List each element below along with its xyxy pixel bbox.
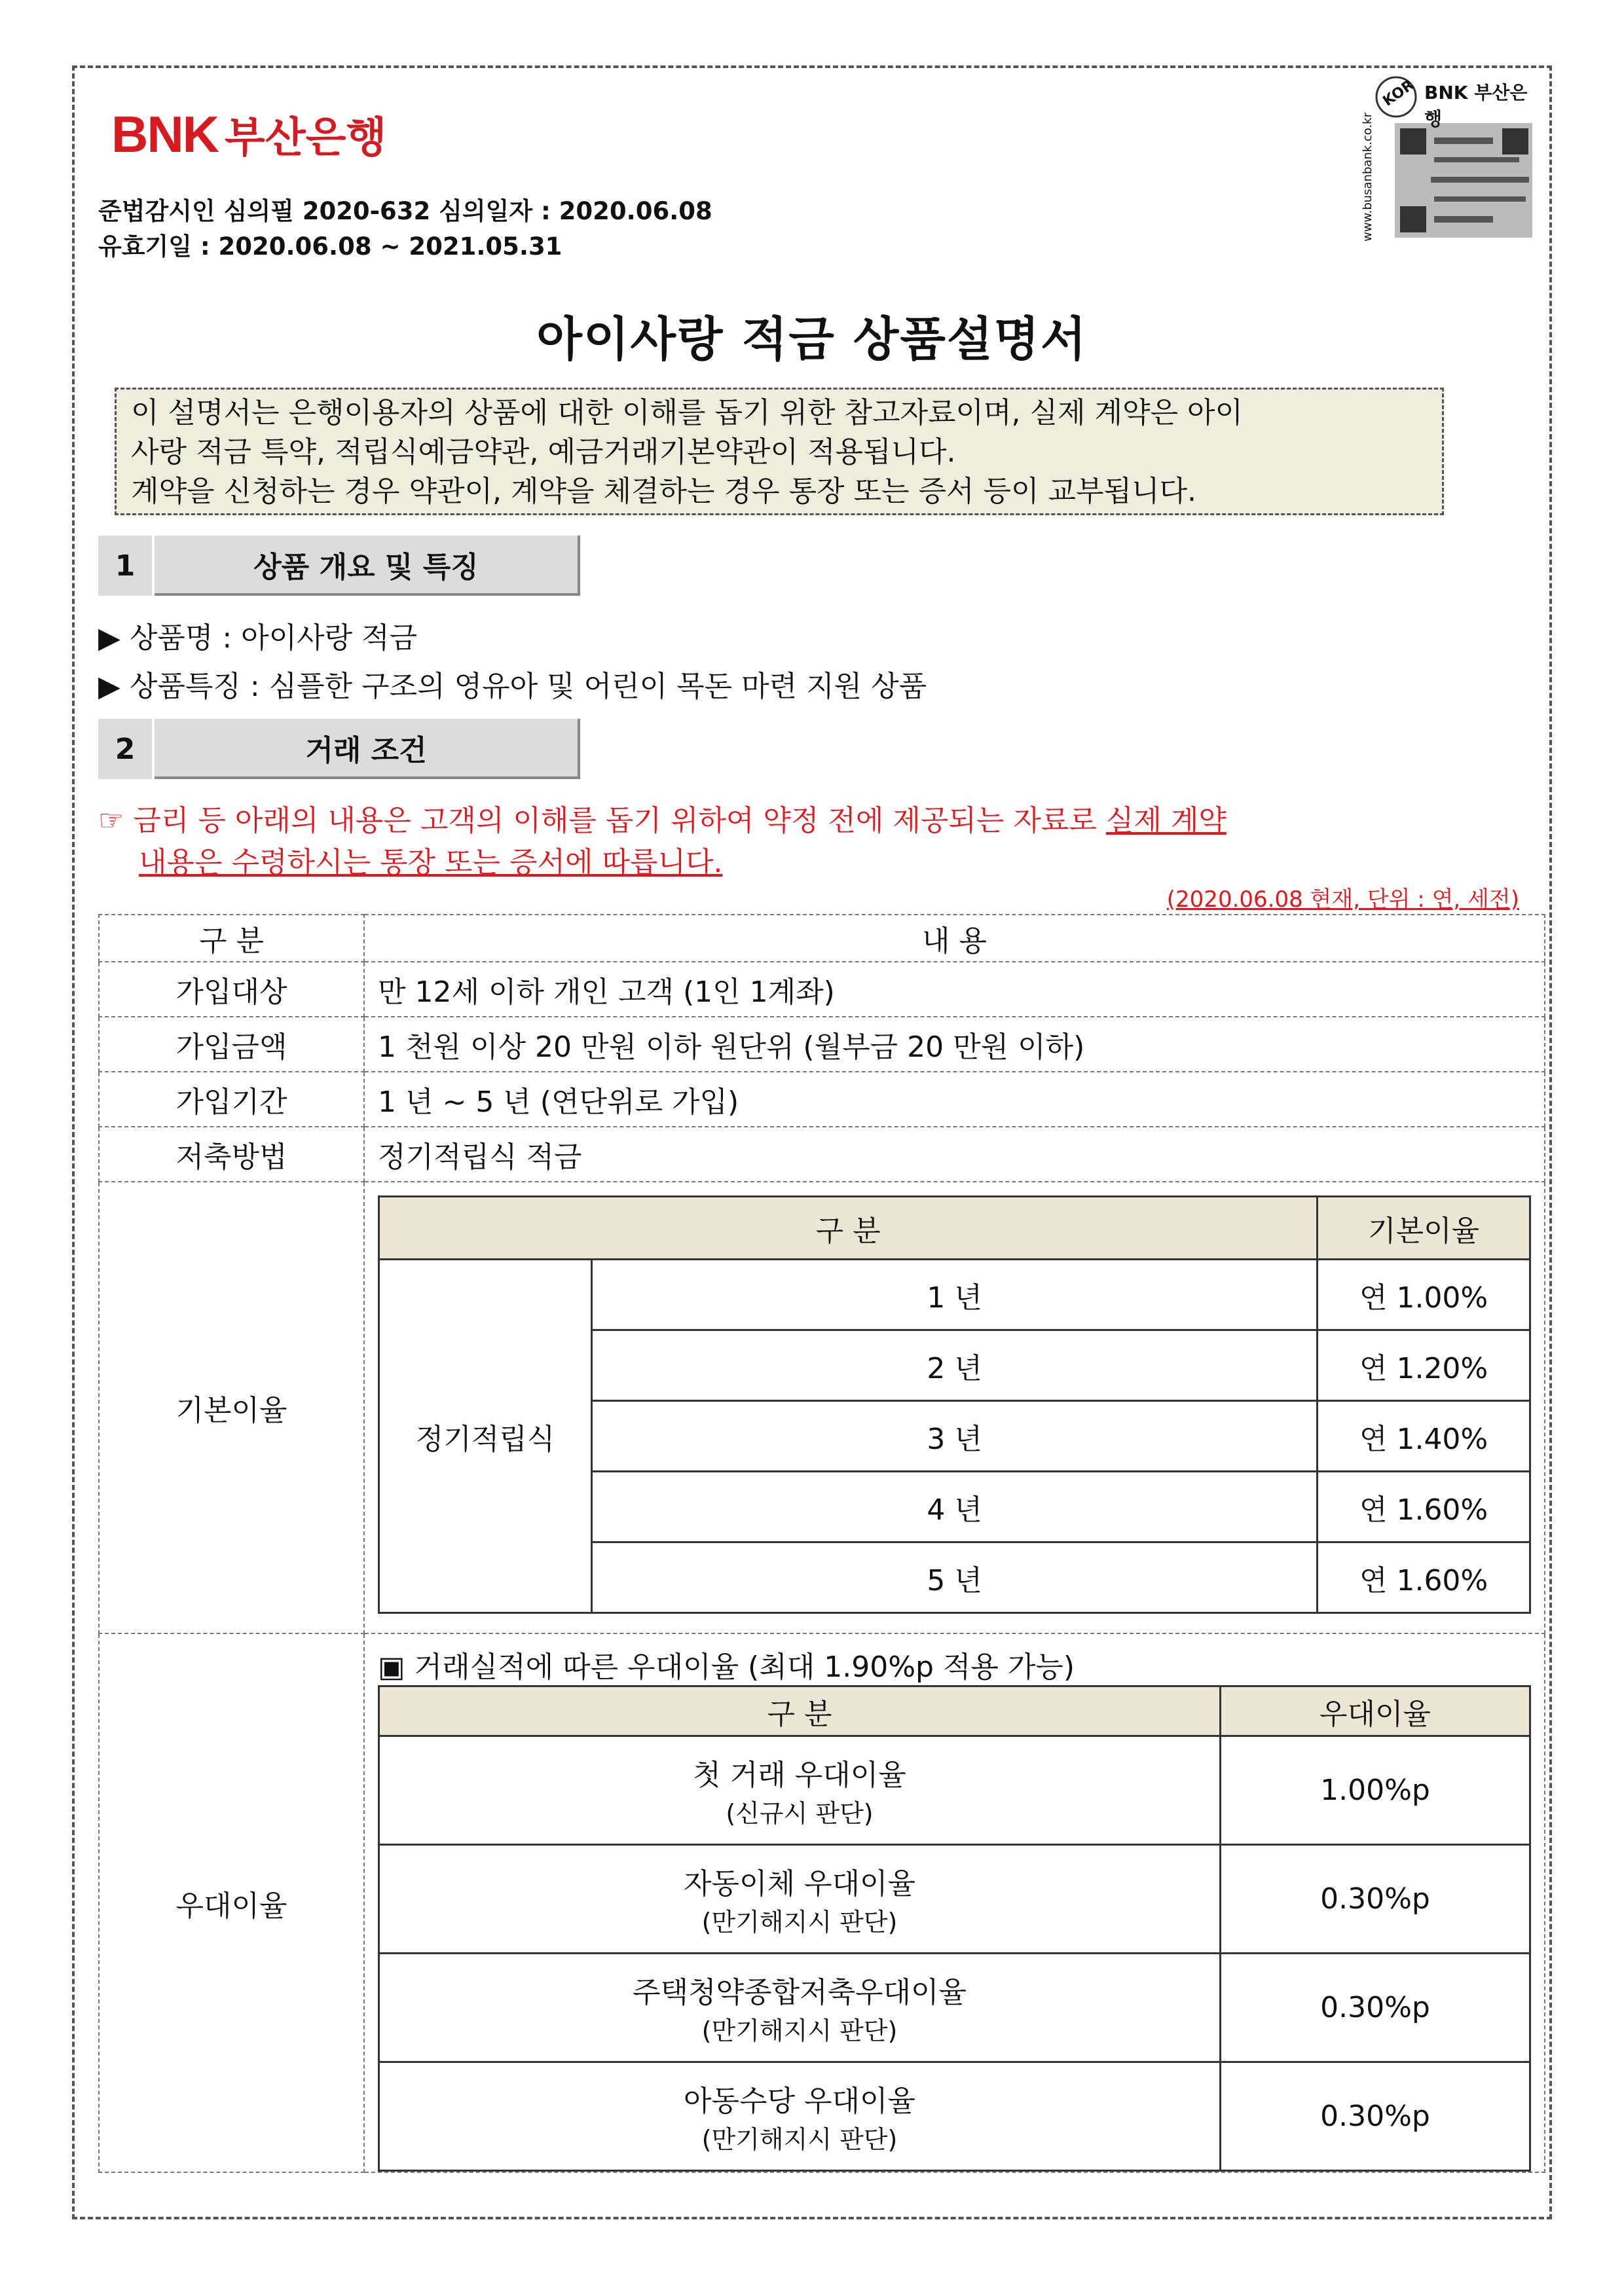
logo-bnk: BNK (111, 105, 218, 163)
notice-line: 사랑 적금 특약, 적립식예금약관, 예금거래기본약관이 적용됩니다. (131, 435, 956, 469)
warning-underline-2: 내용은 수령하시는 통장 또는 증서에 따릅니다. (139, 846, 723, 879)
row-key: 가입금액 (99, 1017, 364, 1072)
term: 3 년 (592, 1401, 1318, 1472)
pref-rate: 0.30%p (1221, 1954, 1530, 2062)
section-label: 거래 조건 (155, 719, 580, 779)
warning-prefix: ☞ 금리 등 아래의 내용은 고객의 이해를 돕기 위하여 약정 전에 제공되는 자료로 (98, 804, 1106, 837)
row-value: 1 년 ~ 5 년 (연단위로 가입) (364, 1072, 1545, 1127)
row-value: 정기적립식 적금 (364, 1127, 1545, 1182)
terms-table (98, 914, 1545, 2173)
row-key: 우대이율 (99, 1633, 364, 2172)
rate: 연 1.60% (1318, 1542, 1530, 1613)
pref-name: 첫 거래 우대이율 (693, 1758, 906, 1792)
approval-line-1: 준법감시인 심의필 2020-632 심의일자 : 2020.06.08 (98, 197, 712, 225)
pref-rate: 0.30%p (1221, 1845, 1530, 1954)
notice-box (115, 388, 1444, 515)
term: 5 년 (592, 1542, 1318, 1613)
table-row (99, 1127, 1545, 1182)
preferential-rate-row (99, 1633, 1545, 2172)
rate: 연 1.60% (1318, 1472, 1530, 1542)
pref-condition: (만기해지시 판단) (701, 1908, 898, 1937)
pref-rate: 1.00%p (1221, 1736, 1530, 1845)
section-2-heading (98, 719, 580, 779)
logo-bank-name: 부산은행 (225, 114, 387, 162)
qr-brand: BNK 부산은행 (1424, 82, 1528, 130)
base-rate-row (99, 1182, 1545, 1633)
table-row (99, 1017, 1545, 1072)
pref-name: 주택청약종합저축우대이율 (632, 1976, 967, 2009)
pref-condition: (만기해지시 판단) (701, 2125, 898, 2154)
warning-underline-1: 실제 계약 (1105, 804, 1227, 837)
row-key: 기본이율 (99, 1182, 364, 1633)
rate: 연 1.40% (1318, 1401, 1530, 1472)
pref-condition: (신규시 판단) (726, 1799, 874, 1828)
section-1-heading (98, 536, 580, 596)
pref-rate: 0.30%p (1221, 2062, 1530, 2171)
table-row (99, 962, 1545, 1017)
warning-text (98, 800, 1227, 884)
qr-code (1362, 72, 1539, 242)
rate-note: (2020.06.08 현재, 단위 : 연, 세전) (1166, 886, 1519, 913)
sub-header-row (379, 1197, 1530, 1260)
qr-url: www.busanbank.co.kr (1361, 112, 1375, 242)
pref-condition: (만기해지시 판단) (701, 2016, 898, 2045)
pref-name: 자동이체 우대이율 (683, 1867, 916, 1901)
pref-item-row (379, 1736, 1530, 1845)
section-number: 1 (98, 536, 155, 596)
table-row (99, 1072, 1545, 1127)
sub-header-category: 구 분 (379, 1686, 1221, 1736)
term: 4 년 (592, 1472, 1318, 1542)
header-category: 구 분 (99, 915, 364, 962)
preferential-rate-table (378, 1685, 1531, 2172)
sub-header-category: 구 분 (379, 1197, 1318, 1260)
pref-name: 아동수당 우대이율 (683, 2085, 916, 2118)
table-header-row (99, 915, 1545, 962)
row-value: 만 12세 이하 개인 고객 (1인 1계좌) (364, 962, 1545, 1017)
sub-header-rate: 우대이율 (1221, 1686, 1530, 1736)
pref-item-row (379, 2062, 1530, 2171)
sub-header-row (379, 1686, 1530, 1736)
notice-line: 계약을 신청하는 경우 약관이, 계약을 체결하는 경우 통장 또는 증서 등이 교부됩니다. (131, 475, 1196, 508)
approval-info (98, 194, 712, 264)
saving-method: 정기적립식 (379, 1260, 592, 1613)
row-value: 1 천원 이상 20 만원 이하 원단위 (월부금 20 만원 이하) (364, 1017, 1545, 1072)
term: 2 년 (592, 1330, 1318, 1401)
section-label: 상품 개요 및 특징 (155, 536, 580, 596)
sub-header-rate: 기본이율 (1318, 1197, 1530, 1260)
rate: 연 1.20% (1318, 1330, 1530, 1401)
product-name-bullet: ▶ 상품명 : 아이사랑 적금 (98, 621, 418, 655)
row-key: 저축방법 (99, 1127, 364, 1182)
product-feature-bullet: ▶ 상품특징 : 심플한 구조의 영유아 및 어린이 목돈 마련 지원 상품 (98, 670, 927, 703)
term-row (379, 1260, 1530, 1330)
row-key: 가입대상 (99, 962, 364, 1017)
row-key: 가입기간 (99, 1072, 364, 1127)
header-content: 내 용 (364, 915, 1545, 962)
base-rate-table (378, 1195, 1531, 1614)
preferential-title: ▣ 거래실적에 따른 우대이율 (최대 1.90%p 적용 가능) (378, 1650, 1075, 1684)
term: 1 년 (592, 1260, 1318, 1330)
validity-line: 유효기일 : 2020.06.08 ~ 2021.05.31 (98, 232, 563, 261)
bnk-logo (111, 105, 386, 164)
pref-item-row (379, 1845, 1530, 1954)
section-number: 2 (98, 719, 155, 779)
qr-badge: KOR (1380, 77, 1418, 110)
pref-item-row (379, 1954, 1530, 2062)
notice-line: 이 설명서는 은행이용자의 상품에 대한 이해를 돕기 위한 참고자료이며, 실제 계약은 아이 (131, 396, 1243, 429)
page-title: 아이사랑 적금 상품설명서 (536, 312, 1088, 367)
rate: 연 1.00% (1318, 1260, 1530, 1330)
